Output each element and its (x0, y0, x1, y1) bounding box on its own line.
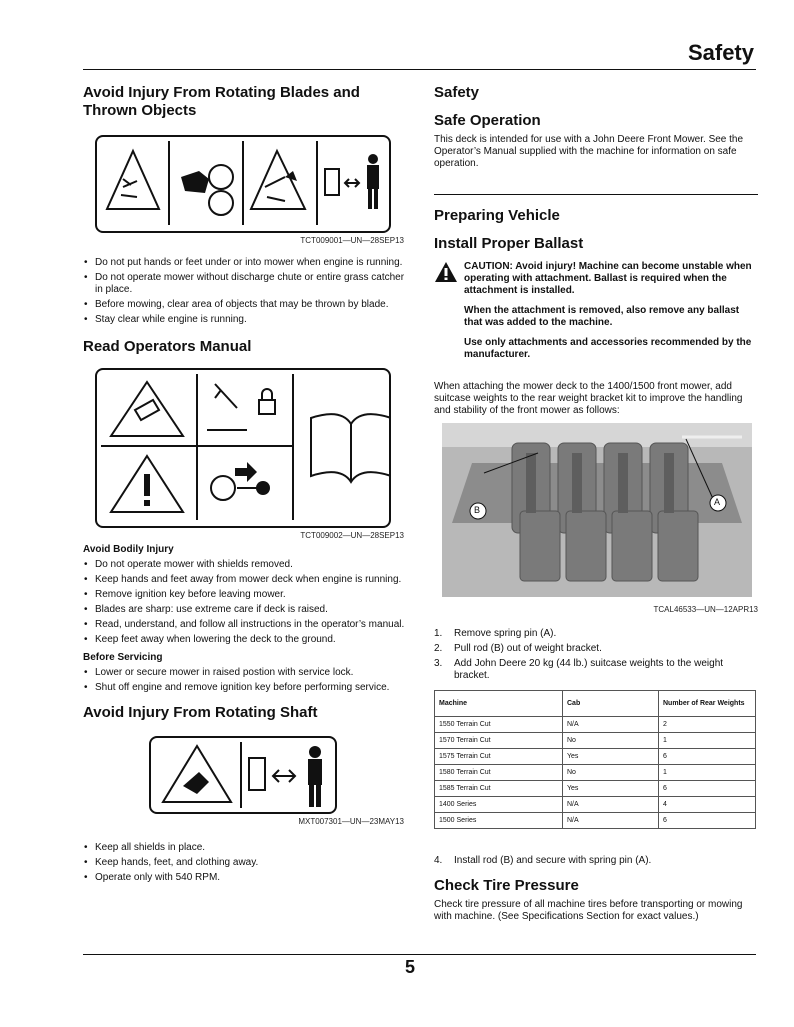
callout-b-label: B (474, 505, 481, 515)
ballast-steps (434, 628, 758, 682)
tire-pressure-text: Check tire pressure of all machine tires before transporting or mowing with machine. (See Specifications Section for exact values.) (434, 899, 743, 922)
list-item: • Keep feet away when lowering the deck to the ground. (83, 634, 408, 646)
ballast-final-step (434, 855, 758, 867)
section-title-safe-operation: Safe Operation (434, 112, 541, 129)
section-title-rotating-blades: Avoid Injury From Rotating Blades and Thrown Objects (83, 84, 360, 119)
image-caption: TCAL46533—UN—12APR13 (653, 605, 758, 614)
table-header: Machine (435, 691, 563, 717)
callout-a-label: A (714, 497, 721, 507)
subheading-before-servicing: Before Servicing (83, 652, 163, 663)
table-header-row (435, 691, 756, 717)
image-caption: MXT007301—UN—23MAY13 (298, 817, 404, 826)
section-title-safety: Safety (434, 84, 480, 101)
list-item: • Keep all shields in place. (83, 842, 408, 854)
page-title: Safety (687, 40, 754, 65)
section-title-rotating-shaft: Avoid Injury From Rotating Shaft (83, 704, 318, 721)
table-row: 1570 Terrain Cut No 1 (435, 733, 756, 749)
list-item: 1. Remove spring pin (A). (434, 628, 557, 639)
list-item: • Keep hands, feet, and clothing away. (83, 857, 408, 869)
table-row: 1500 Series N/A 6 (435, 813, 756, 829)
list-item: 3. Add John Deere 20 kg (44 lb.) suitcase weights to the weight bracket. (434, 658, 724, 681)
list-item: • Do not operate mower with shields removed. (83, 559, 408, 571)
list-item: 2. Pull rod (B) out of weight bracket. (434, 643, 602, 654)
section-title-tire-pressure: Check Tire Pressure (434, 877, 579, 894)
right-column (434, 84, 758, 923)
before-servicing-list (83, 667, 408, 694)
page-number: 5 (405, 957, 416, 977)
bodily-injury-list (83, 559, 408, 646)
image-caption: TCT009002—UN—28SEP13 (300, 531, 404, 540)
warning-icon (434, 261, 458, 369)
section-title-install-ballast: Install Proper Ballast (434, 235, 584, 252)
operators-manual-decal (95, 368, 391, 528)
list-item: • Blades are sharp: use extreme care if deck is raised. (83, 604, 408, 616)
ballast-intro: When attaching the mower deck to the 1400/1500 front mower, add suitcase weights to the rear weight bracket kit to improve the handling and stability of the front mower as follows: (434, 381, 743, 416)
footer-rule (83, 954, 756, 955)
table-row: 1580 Terrain Cut No 1 (435, 765, 756, 781)
caution-text: CAUTION: Avoid injury! Machine can become unstable when operating with attachment. Ballast is required when the attachment is installed. (464, 261, 752, 296)
list-item: • Operate only with 540 RPM. (83, 872, 408, 884)
table-row: 1575 Terrain Cut Yes 6 (435, 749, 756, 765)
list-item: • Do not operate mower without discharge chute or entire grass catcher in place. (83, 272, 408, 296)
header-rule (83, 69, 756, 70)
table-row: 1400 Series N/A 4 (435, 797, 756, 813)
blade-safety-list (83, 257, 408, 326)
subheading-avoid-bodily-injury: Avoid Bodily Injury (83, 544, 174, 555)
section-divider (434, 194, 758, 195)
list-item: • Do not put hands or feet under or into mower when engine is running. (83, 257, 408, 269)
image-caption: TCT009001—UN—28SEP13 (300, 236, 404, 245)
list-item: • Stay clear while engine is running. (83, 314, 408, 326)
table-row: 1585 Terrain Cut Yes 6 (435, 781, 756, 797)
safe-operation-text: This deck is intended for use with a John Deere Front Mower. See the Operator’s Manual supplied with the machine for information on safe operation. (434, 134, 744, 169)
rotating-shaft-list (83, 842, 408, 884)
list-item: • Lower or secure mower in raised postion with service lock. (83, 667, 408, 679)
table-header: Number of Rear Weights (659, 691, 756, 717)
list-item: • Remove ignition key before leaving mower. (83, 589, 408, 601)
left-column (83, 84, 408, 887)
list-item: • Keep hands and feet away from mower deck when engine is running. (83, 574, 408, 586)
list-item: 4. Install rod (B) and secure with spring pin (A). (434, 855, 652, 866)
suitcase-weights-photo (442, 423, 752, 597)
table-row: 1550 Terrain Cut N/A 2 (435, 717, 756, 733)
list-item: • Read, understand, and follow all instructions in the operator’s manual. (83, 619, 408, 631)
caution-text: When the attachment is removed, also remove any ballast that was added to the machine. (464, 305, 740, 328)
section-title-preparing-vehicle: Preparing Vehicle (434, 207, 560, 224)
list-item: • Shut off engine and remove ignition key before performing service. (83, 682, 408, 694)
caution-block (434, 261, 758, 369)
rear-weights-table (434, 690, 756, 829)
section-title-operators-manual: Read Operators Manual (83, 338, 252, 355)
caution-text: Use only attachments and accessories recommended by the manufacturer. (464, 337, 752, 360)
table-header: Cab (563, 691, 659, 717)
blade-safety-decal (95, 135, 391, 233)
rotating-shaft-decal (149, 736, 337, 814)
list-item: • Before mowing, clear area of objects that may be thrown by blade. (83, 299, 408, 311)
